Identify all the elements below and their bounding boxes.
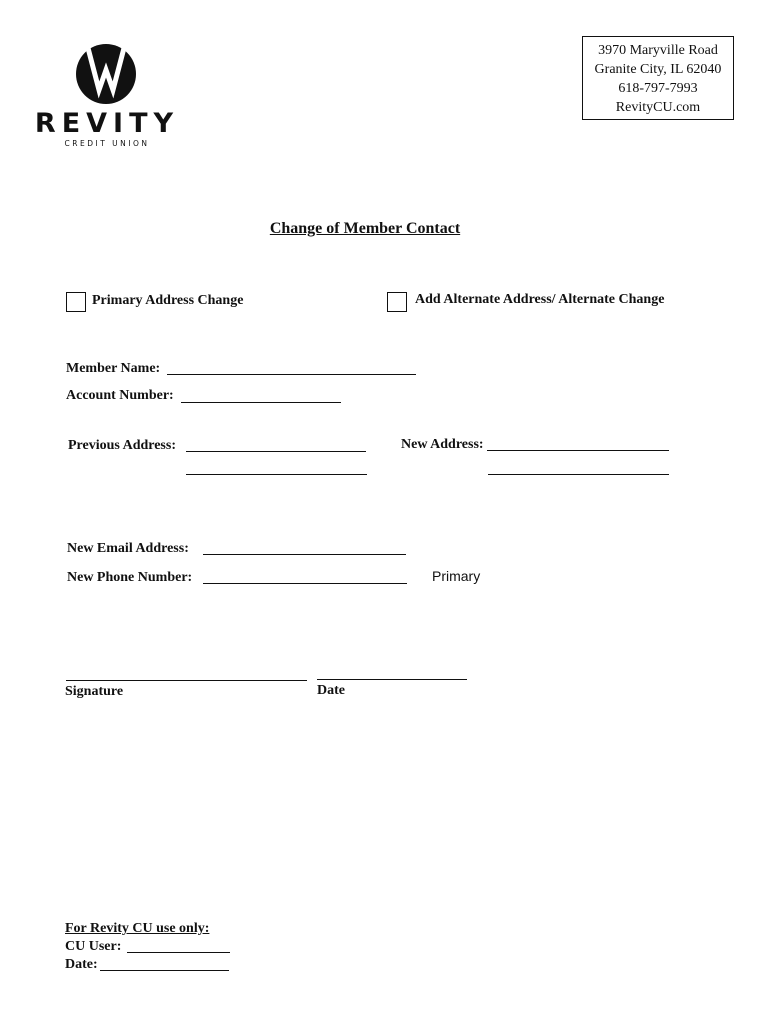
account-number-label: Account Number: — [66, 388, 174, 403]
account-number-field[interactable] — [181, 402, 341, 403]
svg-text:REVITY: REVITY — [36, 108, 178, 139]
form-title: Change of Member Contact — [269, 220, 461, 237]
street-address: 3970 Maryville Road — [598, 43, 718, 58]
office-use-section — [65, 920, 209, 974]
signature-label: Signature — [65, 684, 124, 699]
new-phone-label: New Phone Number: — [67, 570, 193, 585]
signature-line[interactable] — [66, 680, 307, 681]
cu-user-field[interactable] — [127, 952, 230, 953]
phone-number: 618-797-7993 — [618, 81, 698, 96]
primary-address-change-checkbox[interactable] — [66, 292, 86, 312]
new-email-field[interactable] — [203, 554, 406, 555]
new-email-label: New Email Address: — [67, 541, 189, 556]
website: RevityCU.com — [615, 100, 701, 115]
office-date-label: Date: — [65, 957, 98, 972]
previous-address-line-1[interactable] — [186, 451, 366, 452]
revity-logo — [36, 38, 178, 150]
alternate-address-change-label: Add Alternate Address/ Alternate Change — [415, 292, 665, 307]
credit-union-address-box — [582, 36, 734, 120]
svg-text:CREDIT UNION: CREDIT UNION — [64, 139, 150, 148]
office-date-field[interactable] — [100, 970, 229, 971]
revity-logo-mark — [36, 38, 178, 150]
office-use-heading: For Revity CU use only: — [65, 921, 210, 936]
date-label: Date — [317, 683, 345, 698]
phone-type-primary: Primary — [432, 568, 481, 584]
member-name-field[interactable] — [167, 374, 416, 375]
cu-user-label: CU User: — [65, 939, 122, 954]
new-phone-field[interactable] — [203, 583, 407, 584]
previous-address-label: Previous Address: — [68, 438, 176, 453]
alternate-address-change-checkbox[interactable] — [387, 292, 407, 312]
member-name-label: Member Name: — [66, 361, 161, 376]
new-address-line-1[interactable] — [487, 450, 669, 451]
city-state-zip: Granite City, IL 62040 — [594, 62, 722, 77]
date-line[interactable] — [317, 679, 467, 680]
new-address-label: New Address: — [401, 437, 484, 452]
new-address-line-2[interactable] — [488, 474, 669, 475]
primary-address-change-label: Primary Address Change — [92, 293, 244, 308]
previous-address-line-2[interactable] — [186, 474, 367, 475]
